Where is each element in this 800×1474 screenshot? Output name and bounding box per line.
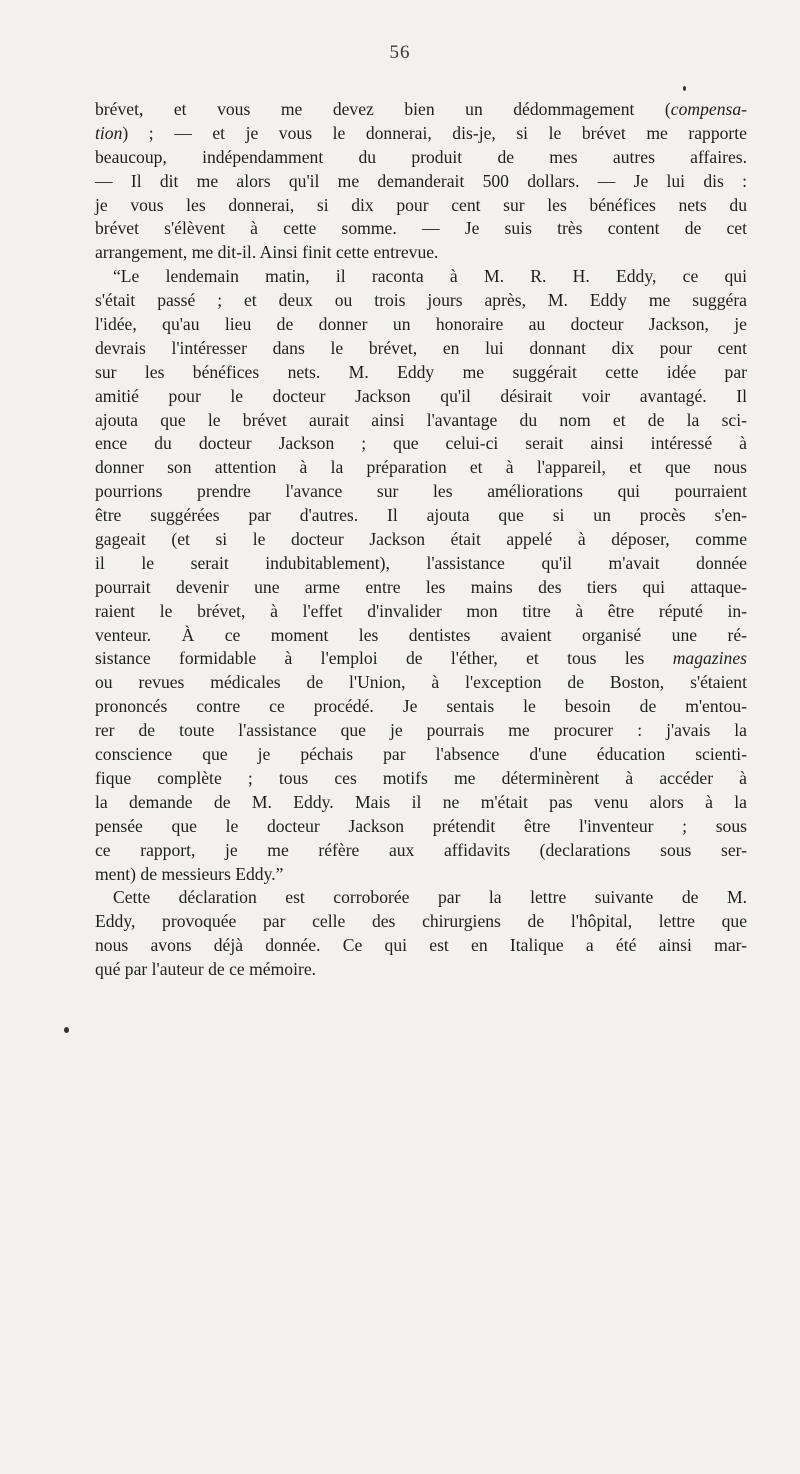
text-line: venteur. À ce moment les dentistes avaient organisé une ré-	[95, 624, 747, 645]
ink-speck	[64, 1027, 69, 1033]
text-line: tion) ; — et je vous le donnerai, dis-je, si le brévet me rapporte	[95, 122, 747, 143]
text-line: ajouta que le brévet aurait ainsi l'avantage du nom et de la sci-	[95, 409, 747, 430]
text-line: pourrions prendre l'avance sur les améliorations qui pourraient	[95, 481, 747, 502]
text-line: raient le brévet, à l'effet d'invalider mon titre à être réputé in-	[95, 600, 747, 621]
page-number: 56	[389, 42, 411, 63]
ink-speck	[683, 86, 686, 91]
text-line: pourrait devenir une arme entre les mains des tiers qui attaque-	[95, 576, 747, 597]
text-line: la demande de M. Eddy. Mais il ne m'était pas venu alors à la	[95, 791, 747, 812]
text-line: fique complète ; tous ces motifs me déterminèrent à accéder à	[95, 767, 747, 788]
text-line: Eddy, provoquée par celle des chirurgiens de l'hôpital, lettre que	[95, 911, 747, 932]
text-line: nous avons déjà donnée. Ce qui est en Italique a été ainsi mar-	[95, 935, 747, 956]
text-line: devrais l'intéresser dans le brévet, en lui donnant dix pour cent	[95, 337, 747, 358]
text-line: “Le lendemain matin, il raconta à M. R. H. Eddy, ce qui	[113, 266, 747, 287]
text-line: — Il dit me alors qu'il me demanderait 500 dollars. — Je lui dis :	[95, 170, 747, 191]
text-line: sur les bénéfices nets. M. Eddy me suggérait cette idée par	[95, 361, 747, 382]
text-line: être suggérées par d'autres. Il ajouta que si un procès s'en-	[95, 505, 747, 526]
text-line: ou revues médicales de l'Union, à l'exception de Boston, s'étaient	[95, 672, 747, 693]
text-line: Cette déclaration est corroborée par la lettre suivante de M.	[113, 887, 747, 908]
text-line: je vous les donnerai, si dix pour cent sur les bénéfices nets du	[95, 194, 747, 215]
text-line: conscience que je péchais par l'absence d'une éducation scienti-	[95, 744, 747, 765]
text-line: donner son attention à la préparation et à l'appareil, et que nous	[95, 457, 747, 478]
text-line: prononcés contre ce procédé. Je sentais le besoin de m'entou-	[95, 696, 747, 717]
text-line: s'était passé ; et deux ou trois jours après, M. Eddy me suggéra	[95, 290, 747, 311]
text-line: amitié pour le docteur Jackson qu'il désirait voir avantagé. Il	[95, 385, 747, 406]
text-line: sistance formidable à l'emploi de l'éther, et tous les magazines	[95, 648, 747, 669]
text-line: ment) de messieurs Eddy.”	[95, 863, 284, 884]
text-line: rer de toute l'assistance que je pourrais me procurer : j'avais la	[95, 720, 747, 741]
text-line: brévet s'élèvent à cette somme. — Je suis très content de cet	[95, 218, 747, 239]
text-line: ce rapport, je me réfère aux affidavits (declarations sous ser-	[95, 839, 747, 860]
text-line: gageait (et si le docteur Jackson était appelé à déposer, comme	[95, 529, 747, 550]
body-text	[95, 98, 747, 982]
text-line: arrangement, me dit-il. Ainsi finit cette entrevue.	[95, 242, 439, 263]
text-line: ence du docteur Jackson ; que celui-ci serait ainsi intéressé à	[95, 433, 747, 454]
text-line: qué par l'auteur de ce mémoire.	[95, 959, 317, 980]
text-line: pensée que le docteur Jackson prétendit être l'inventeur ; sous	[95, 815, 747, 836]
text-line: beaucoup, indépendamment du produit de mes autres affaires.	[95, 146, 747, 167]
text-line: brévet, et vous me devez bien un dédommagement (compensa-	[95, 99, 747, 119]
text-line: l'idée, qu'au lieu de donner un honoraire au docteur Jackson, je	[95, 314, 747, 335]
text-line: il le serait indubitablement), l'assistance qu'il m'avait donnée	[95, 552, 747, 573]
